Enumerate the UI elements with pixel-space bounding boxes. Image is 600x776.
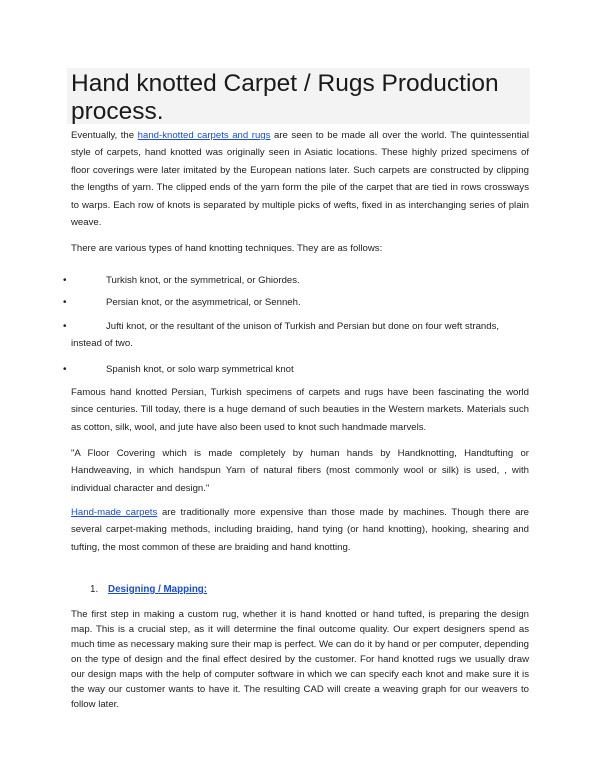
section-heading xyxy=(90,582,207,598)
bullet-item xyxy=(63,294,531,311)
intro-prefix: Eventually, the xyxy=(71,130,138,141)
bullet-icon: • xyxy=(63,321,67,332)
design-paragraph: The first step in making a custom rug, whether it is hand knotted or hand tufted, is preparing the design map. This is a crucial step, as it will determine the final outcome quality. Our expert designers spend as much time as necessary making sure their map is perfect. We can do it by hand or per computer, depending on the type of design and the final effect desired by the customer. For hand knotted rugs we usually draw our design maps with the help of computer software in which we can specify each knot and make sure it is the way our customer wants to have it. The resulting CAD will create a weaving graph for our weavers to follow later. xyxy=(71,609,529,710)
bullet-text: Spanish knot, or solo warp symmetrical knot xyxy=(106,364,294,375)
bullet-item xyxy=(63,272,531,289)
famous-paragraph: Famous hand knotted Persian, Turkish specimens of carpets and rugs have been fascinating the world since centuries. Till today, there is a huge demand of such beauties in the Western markets. Materials such as cotton, silk, wool, and jute have also been used to knot such handmade marvels. xyxy=(71,387,529,433)
bullet-text: Persian knot, or the asymmetrical, or Senneh. xyxy=(106,297,301,308)
handmade-paragraph xyxy=(71,504,529,556)
types-intro: There are various types of hand knotting techniques. They are as follows: xyxy=(71,243,383,254)
bullet-icon: • xyxy=(63,364,67,375)
page-title: Hand knotted Carpet / Rugs Production process. xyxy=(71,70,499,125)
bullet-item xyxy=(63,318,531,353)
hand-made-carpets-link[interactable]: Hand-made carpets xyxy=(71,507,158,518)
bullet-icon: • xyxy=(63,275,67,286)
section-number: 1. xyxy=(90,584,99,595)
quote-paragraph: "A Floor Covering which is made completely by human hands by Handknotting, Handtufting or Handweaving, in which handspun Yarn of natural fibers (most commonly wool or silk) is used, , with individual character and design." xyxy=(71,448,529,494)
hand-knotted-carpets-link[interactable]: hand-knotted carpets and rugs xyxy=(137,130,271,141)
intro-suffix: are seen to be made all over the world. The quintessential style of carpets, hand knotted was originally seen in Asiatic locations. These highly prized specimens of floor coverings were later imitated by the European nations later. Such carpets are constructed by clipping the lengths of yarn. The clipped ends of the yarn form the pile of the carpet that are tied in rows crossways to warps. Each row of knots is separated by multiple picks of wefts, fixed in as interchanging series of plain weave. xyxy=(71,130,529,229)
bullet-icon: • xyxy=(63,297,67,308)
handmade-suffix: are traditionally more expensive than those made by machines. Though there are several carpet-making methods, including braiding, hand tying (or hand knotting), hooking, shearing and tufting, the most common of these are braiding and hand knotting. xyxy=(71,507,529,553)
bullet-text: Jufti knot, or the resultant of the unison of Turkish and Persian but done on four weft strands, instead of two. xyxy=(71,321,500,350)
intro-paragraph xyxy=(71,127,529,231)
bullet-item xyxy=(63,361,531,378)
designing-mapping-link[interactable]: Designing / Mapping: xyxy=(108,584,208,595)
bullet-text: Turkish knot, or the symmetrical, or Ghiordes. xyxy=(106,275,300,286)
